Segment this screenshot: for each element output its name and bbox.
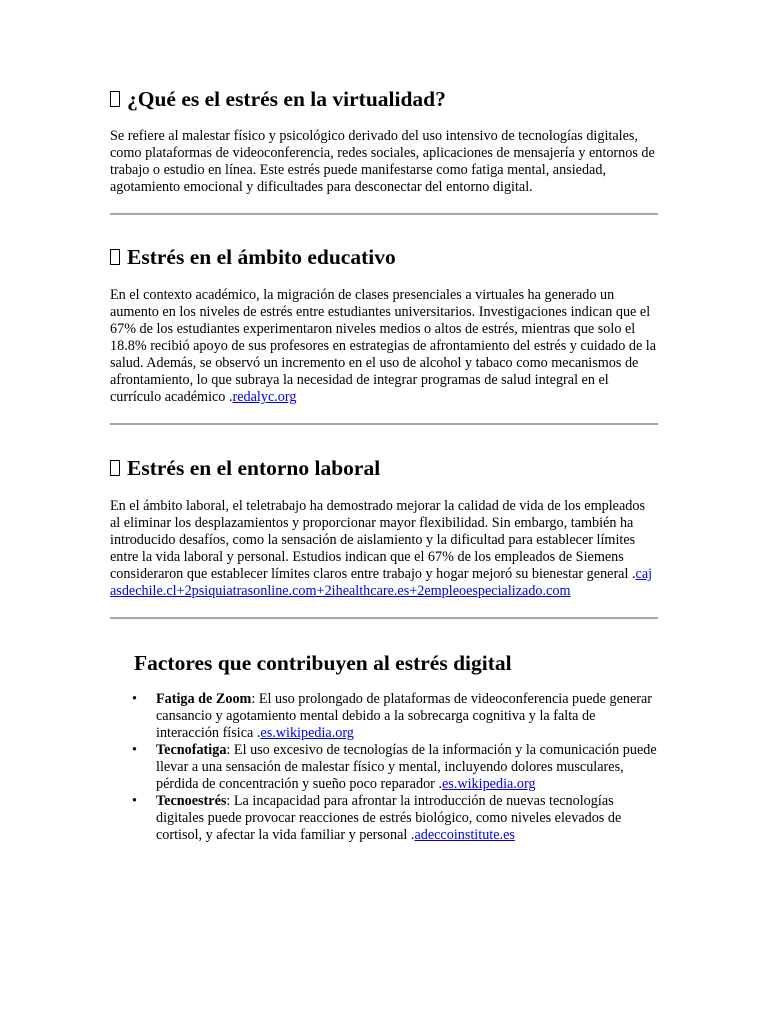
horizontal-divider — [110, 423, 658, 425]
section-heading-virtualidad — [110, 86, 658, 112]
factor-name: Fatiga de Zoom — [156, 691, 252, 707]
section-heading-educativo — [110, 244, 658, 270]
missing-glyph-icon — [110, 91, 120, 107]
paragraph-text: En el ámbito laboral, el teletrabajo ha demostrado mejorar la calidad de vida de los empleados al eliminar los desplazamientos y proporcionar mayor flexibilidad. Sin embargo, también ha introducido desafíos, como la sensación de aislamiento y la dificultad para establecer límites entre la vida laboral y personal. Estudios indican que el 67% de los empleados de Siemens consideraron que establecer límites claros entre trabajo y hogar mejoró su bienestar general . — [110, 498, 645, 582]
horizontal-divider — [110, 213, 658, 215]
source-link-multiple[interactable]: cajasdechile.cl+2psiquiatrasonline.com+2ihealthcare.es+2empleoespecializado.com — [110, 566, 653, 599]
factor-text: : El uso excesivo de tecnologías de la información y la comunicación puede llevar a una sensación de malestar físico y mental, incluyendo dolores musculares, pérdida de concentración y sueño poco reparador . — [156, 742, 657, 792]
section-paragraph — [110, 498, 658, 600]
section-heading-text: Estrés en el entorno laboral — [127, 456, 381, 480]
paragraph-text: En el contexto académico, la migración de clases presenciales a virtuales ha generado un aumento en los niveles de estrés entre estudiantes universitarios. Investigaciones indican que el 67% de los estudiantes experimentaron niveles medios o altos de estrés, mientras que solo el 18.8% recibió apoyo de sus profesores en estrategias de afrontamiento del estrés y cuidado de la salud. Además, se observó un incremento en el uso de alcohol y tabaco como mecanismos de afrontamiento, lo que subraya la necesidad de integrar programas de salud integral en el currículo académico . — [110, 287, 657, 405]
factor-name: Tecnoestrés — [156, 793, 227, 809]
source-link-wikipedia[interactable]: es.wikipedia.org — [260, 725, 354, 741]
list-item-fatiga-zoom — [132, 691, 658, 742]
horizontal-divider — [110, 617, 658, 619]
factor-text: : La incapacidad para afrontar la introducción de nuevas tecnologías digitales puede provocar reacciones de estrés biológico, como niveles elevados de cortisol, y afectar la vida familiar y personal . — [156, 793, 622, 843]
section-paragraph — [110, 128, 658, 196]
document-page — [110, 86, 658, 844]
list-item-tecnoestres — [132, 793, 658, 844]
factors-list — [110, 691, 658, 844]
missing-glyph-icon — [110, 249, 120, 265]
factor-text: : El uso prolongado de plataformas de videoconferencia puede generar cansancio y agotamiento mental debido a la sobrecarga cognitiva y la falta de interacción física . — [156, 691, 653, 741]
source-link-adecco[interactable]: adeccoinstitute.es — [414, 827, 515, 843]
list-item-tecnofatiga — [132, 742, 658, 793]
factor-name: Tecnofatiga — [156, 742, 227, 758]
source-link-redalyc[interactable]: redalyc.org — [232, 389, 297, 405]
section-heading-text: ¿Qué es el estrés en la virtualidad? — [127, 87, 446, 111]
bullet-icon: • — [132, 793, 137, 809]
section-heading-laboral — [110, 455, 658, 481]
factors-heading: Factores que contribuyen al estrés digital — [134, 651, 512, 675]
missing-glyph-icon — [110, 460, 120, 476]
section-paragraph — [110, 287, 658, 406]
paragraph-text: Se refiere al malestar físico y psicológico derivado del uso intensivo de tecnologías digitales, como plataformas de videoconferencia, redes sociales, aplicaciones de mensajería y entornos de trabajo o estudio en línea. Este estrés puede manifestarse como fatiga mental, ansiedad, agotamiento emocional y dificultades para desconectar del entorno digital. — [110, 128, 655, 195]
source-link-wikipedia[interactable]: es.wikipedia.org — [442, 776, 536, 792]
bullet-icon: • — [132, 691, 137, 707]
section-heading-text: Estrés en el ámbito educativo — [127, 245, 396, 269]
bullet-icon: • — [132, 742, 137, 758]
